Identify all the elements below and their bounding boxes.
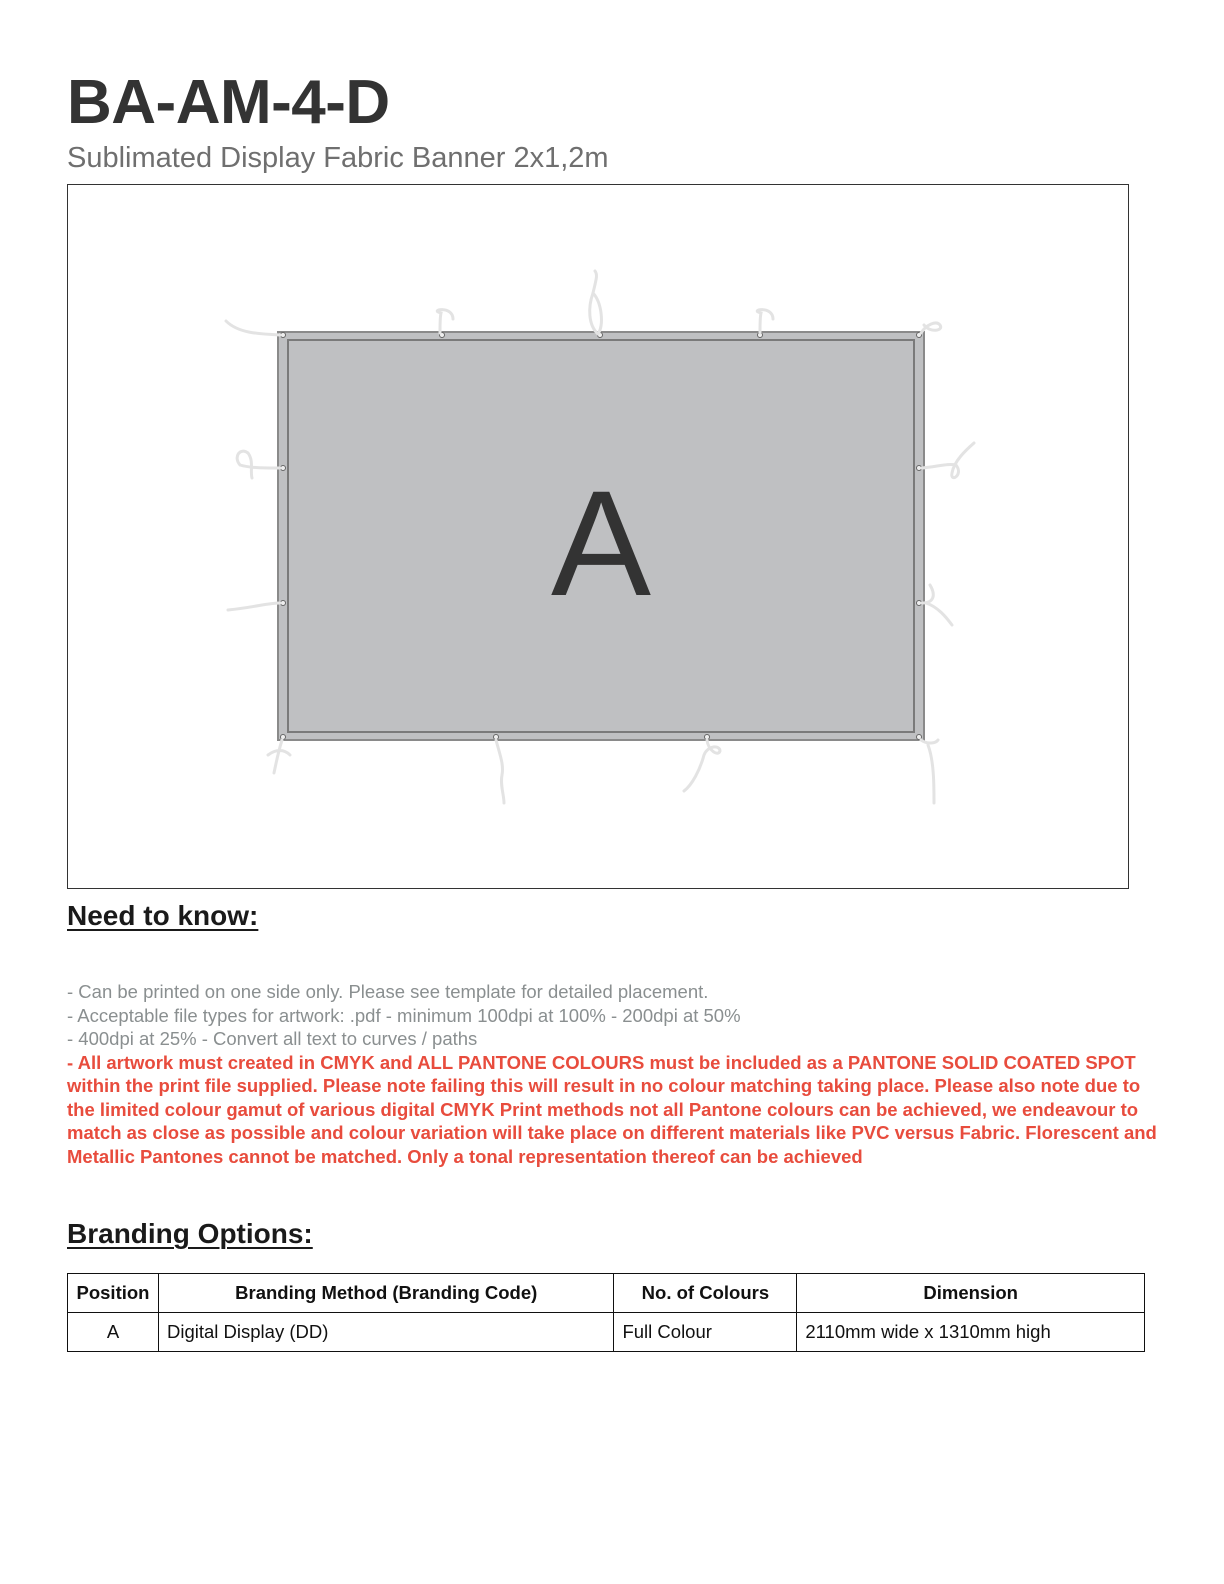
position-label: A xyxy=(550,459,652,627)
tie-string xyxy=(922,443,974,478)
banner-illustration-frame xyxy=(67,184,1129,889)
product-code-title: BA-AM-4-D xyxy=(67,68,390,137)
tie-string xyxy=(757,310,773,333)
tie-string xyxy=(437,310,453,333)
tie-string xyxy=(228,603,280,610)
need-to-know-heading: Need to know: xyxy=(67,900,259,931)
tie-string xyxy=(496,740,504,803)
product-subtitle: Sublimated Display Fabric Banner 2x1,2m xyxy=(67,142,609,174)
tie-string xyxy=(922,585,952,625)
column-header-branding-method: Branding Method (Branding Code) xyxy=(158,1274,613,1313)
tie-string xyxy=(237,451,280,478)
cell-branding-method: Digital Display (DD) xyxy=(158,1313,613,1352)
tie-string xyxy=(921,740,938,803)
tie-string xyxy=(590,271,602,334)
cell-position: A xyxy=(68,1313,159,1352)
tie-string xyxy=(684,740,720,791)
banner-illustration xyxy=(68,185,1130,890)
tie-string xyxy=(226,321,280,335)
note-line: - Acceptable file types for artwork: .pdf - minimum 100dpi at 100% - 200dpi at 50% xyxy=(67,1004,741,1026)
cell-colours: Full Colour xyxy=(614,1313,797,1352)
cell-dimension: 2110mm wide x 1310mm high xyxy=(797,1313,1145,1352)
note-line: - 400dpi at 25% - Convert all text to curves / paths xyxy=(67,1028,478,1049)
branding-options-heading: Branding Options: xyxy=(67,1218,313,1249)
column-header-dimension: Dimension xyxy=(797,1274,1145,1313)
column-header-colours: No. of Colours xyxy=(614,1274,797,1313)
column-header-position: Position xyxy=(68,1274,159,1313)
note-line: - Can be printed on one side only. Please see template for detailed placement. xyxy=(67,981,709,1002)
tie-string xyxy=(268,740,290,773)
table-row xyxy=(68,1313,1145,1352)
table-header-row xyxy=(68,1274,1145,1313)
need-to-know-notes xyxy=(67,980,1157,1168)
branding-options-table xyxy=(67,1273,1145,1352)
colour-warning: - All artwork must created in CMYK and ALL PANTONE COLOURS must be included as a PANTONE SOLID COATED SPOT within the print file supplied. Please note failing this will result in no colour matching taking place. Please also note due to the limited colour gamut of various digital CMYK Print methods not all Pantone colours can be achieved, we endeavour to match as close as possible and colour variation will take place on different materials like PVC versus Fabric. Florescent and Metallic Pantones cannot be matched. Only a tonal representation thereof can be achieved xyxy=(67,1051,1157,1167)
